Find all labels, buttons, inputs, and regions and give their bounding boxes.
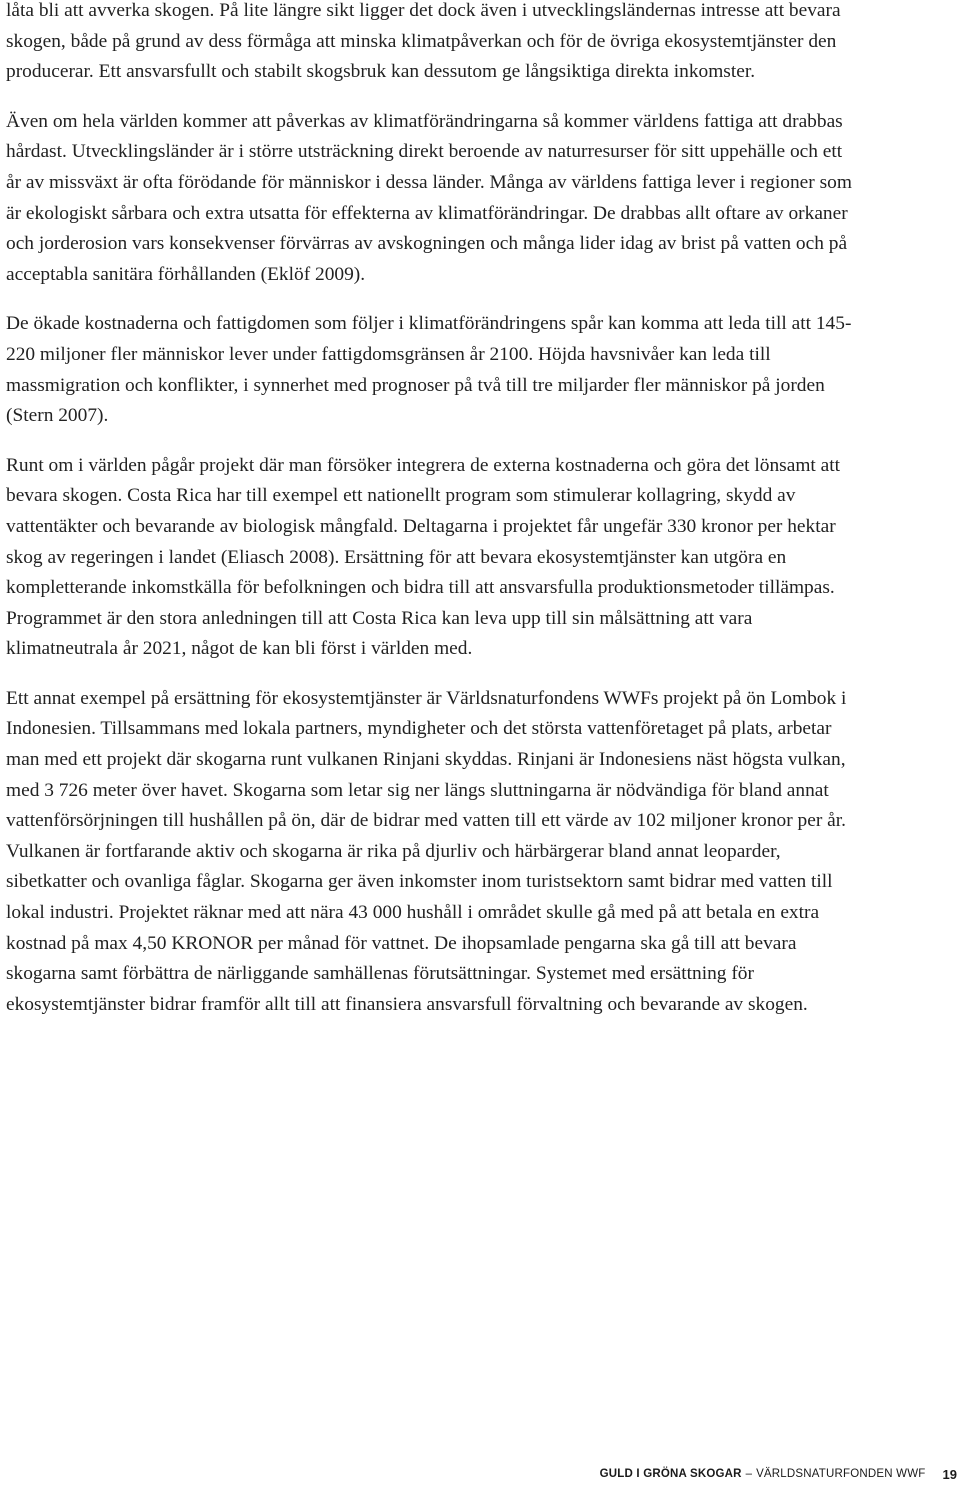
paragraph-3: De ökade kostnaderna och fattigdomen som följer i klimatförändringens spår kan komma att leda till att 145-220 miljoner fler människor lever under fattigdomsgränsen år 2100. Höjda havsnivåer kan leda till massmigration och konflikter, i synnerhet med prognoser på två till tre miljarder fler människor på jorden (Stern 2007).	[6, 313, 852, 427]
paragraph-4: Runt om i världen pågår projekt där man försöker integrera de externa kostnaderna och göra det lönsamt att bevara skogen. Costa Rica har till exempel ett nationellt program som stimulerar kollagring, skydd av vattentäkter och bevarande av biologisk mångfald. Deltagarna i projektet får ungefär 330 kronor per hektar skog av regeringen i landet (Eliasch 2008). Ersättning för att bevara ekosystemtjänster kan utgöra en kompletterande inkomstkälla för befolkningen och bidra till att ansvarsfulla produktionsmetoder tillämpas. Programmet är den stora anledningen till att Costa Rica kan leva upp till sin målsättning att vara klimatneutrala år 2021, något de kan bli först i världen med.	[6, 454, 841, 660]
paragraph-5: Ett annat exempel på ersättning för ekosystemtjänster är Världsnaturfondens WWFs projekt på ön Lombok i Indonesien. Tillsammans med lokala partners, myndigheter och det största vattenföretaget på plats, arbetar man med ett projekt där skogarna runt vulkanen Rinjani skyddas. Rinjani är Indonesiens näst högsta vulkan, med 3 726 meter över havet. Skogarna som letar sig ner längs sluttningarna är nödvändiga för bland annat vattenförsörjningen till hushållen på ön, där de bidrar med vatten till ett värde av 102 miljoner kronor per år. Vulkanen är fortfarande aktiv och skogarna är rika på djurliv och härbärgerar bland annat leoparder, sibetkatter och ovanliga fåglar. Skogarna ger även inkomster inom turistsektorn samt bidrar med vatten till lokal industri. Projektet räknar med att nära 43 000 hushåll i området skulle gå med på att betala en extra kostnad på max 4,50 KRONOR per månad för vattnet. De ihopsamlade pengarna ska gå till att bevara skogarna samt förbättra de närliggande samhällenas förutsättningar. Systemet med ersättning för ekosystemtjänster bidrar framför allt till att finansiera ansvarsfull förvaltning och bevarande av skogen.	[6, 687, 847, 1015]
footer-organization: VÄRLDSNATURFONDEN WWF	[756, 1468, 926, 1480]
footer-publication-title: GULD I GRÖNA SKOGAR	[599, 1468, 742, 1480]
footer-separator: –	[745, 1468, 753, 1480]
page-number: 19	[942, 1466, 957, 1482]
page-footer	[599, 1464, 960, 1484]
body-text	[6, 0, 856, 1039]
paragraph-2: Även om hela världen kommer att påverkas av klimatförändringarna så kommer världens fattiga att drabbas hårdast. Utvecklingsländer är i större utsträckning direkt beroende av naturresurser för sitt uppehälle och ett år av missväxt är ofta förödande för människor i dessa länder. Många av världens fattiga lever i regioner som är ekologiskt sårbara och extra utsatta för effekterna av klimatförändringar. De drabbas allt oftare av orkaner och jorderosion vars konsekvenser förvärras av avskogningen och många lider idag av brist på vatten och på acceptabla sanitära förhållanden (Eklöf 2009).	[6, 110, 852, 285]
paragraph-1: låta bli att avverka skogen. På lite längre sikt ligger det dock även i utvecklingsländernas intresse att bevara skogen, både på grund av dess förmåga att minska klimatpåverkan och för de övriga ekosystemtjänster den producerar. Ett ansvarsfullt och stabilt skogsbruk kan dessutom ge långsiktiga direkta inkomster.	[6, 0, 841, 83]
